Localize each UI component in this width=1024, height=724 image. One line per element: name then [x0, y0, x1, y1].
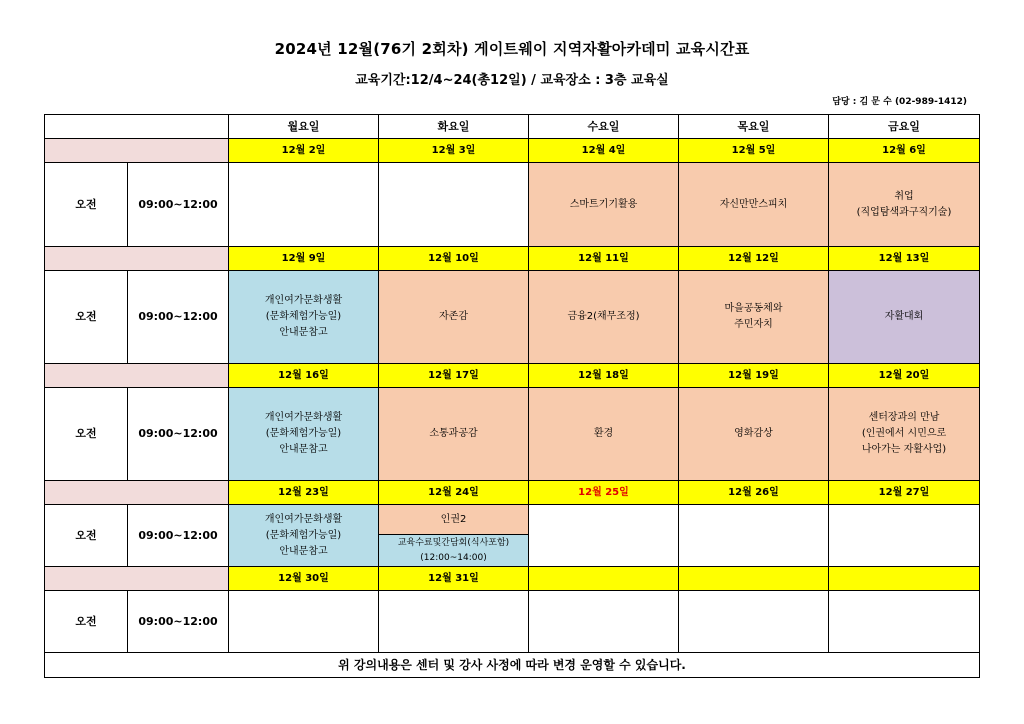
session-row	[45, 591, 980, 653]
date-cell: 12월 11일	[529, 247, 679, 271]
date-cell: 12월 20일	[829, 364, 980, 388]
session-row	[45, 163, 980, 247]
class-cell	[679, 591, 829, 653]
class-cell: 소통과공감	[379, 388, 529, 481]
session-row	[45, 271, 980, 364]
weekday-header-row	[45, 115, 980, 139]
page-subtitle: 교육기간:12/4~24(총12일) / 교육장소 : 3층 교육실	[355, 73, 669, 88]
date-cell: 12월 18일	[529, 364, 679, 388]
class-cell: 마을공동체와 주민자치	[679, 271, 829, 364]
class-cell: 자신만만스피치	[679, 163, 829, 247]
date-cell: 12월 24일	[379, 481, 529, 505]
session-row	[45, 388, 980, 481]
completion-event-time: (12:00~14:00)	[420, 552, 487, 563]
completion-event-label: 교육수료및간담회(식사포함)	[397, 537, 510, 548]
class-cell	[829, 505, 980, 567]
class-cell-bottom	[379, 535, 528, 566]
date-cell	[829, 567, 980, 591]
date-cell: 12월 10일	[379, 247, 529, 271]
date-row	[45, 364, 980, 388]
page-title: 2024년 12월(76기 2회차) 게이트웨이 지역자활아카데미 교육시간표	[274, 40, 750, 58]
session-time: 09:00~12:00	[128, 591, 229, 653]
date-row	[45, 481, 980, 505]
weekday-header: 금요일	[829, 115, 980, 139]
session-row	[45, 505, 980, 567]
class-cell: 개인여가문화생활 (문화체험가능일) 안내문참고	[229, 271, 379, 364]
class-cell	[829, 591, 980, 653]
class-cell: 금융2(채무조정)	[529, 271, 679, 364]
date-row-spacer	[45, 247, 229, 271]
class-cell: 센터장과의 만남 (인권에서 시민으로 나아가는 자활사업)	[829, 388, 980, 481]
date-row	[45, 567, 980, 591]
date-cell: 12월 12일	[679, 247, 829, 271]
session-label: 오전	[45, 388, 128, 481]
class-cell	[529, 505, 679, 567]
contact-info: 담당 : 김 문 수 (02-989-1412)	[832, 97, 967, 107]
class-cell	[229, 591, 379, 653]
footer-row	[45, 653, 980, 678]
date-cell: 12월 16일	[229, 364, 379, 388]
class-cell-top: 인권2	[379, 505, 528, 535]
session-time: 09:00~12:00	[128, 505, 229, 567]
date-cell: 12월 4일	[529, 139, 679, 163]
date-row	[45, 139, 980, 163]
class-cell: 개인여가문화생활 (문화체험가능일) 안내문참고	[229, 505, 379, 567]
date-row-spacer	[45, 481, 229, 505]
date-cell: 12월 17일	[379, 364, 529, 388]
date-cell: 12월 9일	[229, 247, 379, 271]
class-cell	[229, 163, 379, 247]
date-cell: 12월 5일	[679, 139, 829, 163]
session-label: 오전	[45, 591, 128, 653]
session-time: 09:00~12:00	[128, 388, 229, 481]
date-row-spacer	[45, 139, 229, 163]
header-corner	[45, 115, 229, 139]
class-cell	[529, 591, 679, 653]
date-cell: 12월 6일	[829, 139, 980, 163]
schedule-table	[44, 114, 980, 678]
date-row-spacer	[45, 567, 229, 591]
session-label: 오전	[45, 505, 128, 567]
date-cell: 12월 26일	[679, 481, 829, 505]
date-cell	[529, 567, 679, 591]
class-cell: 개인여가문화생활 (문화체험가능일) 안내문참고	[229, 388, 379, 481]
class-cell: 자활대회	[829, 271, 980, 364]
date-cell: 12월 13일	[829, 247, 980, 271]
date-cell: 12월 31일	[379, 567, 529, 591]
session-time: 09:00~12:00	[128, 163, 229, 247]
date-cell: 12월 3일	[379, 139, 529, 163]
footer-notice: 위 강의내용은 센터 및 강사 사정에 따라 변경 운영할 수 있습니다.	[45, 653, 980, 678]
holiday-date-cell: 12월 25일	[529, 481, 679, 505]
class-cell	[379, 163, 529, 247]
class-cell	[379, 591, 529, 653]
class-cell: 환경	[529, 388, 679, 481]
weekday-header: 수요일	[529, 115, 679, 139]
session-label: 오전	[45, 163, 128, 247]
date-cell: 12월 30일	[229, 567, 379, 591]
class-cell: 스마트기기활용	[529, 163, 679, 247]
date-cell: 12월 23일	[229, 481, 379, 505]
date-cell: 12월 19일	[679, 364, 829, 388]
date-row	[45, 247, 980, 271]
class-cell: 영화감상	[679, 388, 829, 481]
date-cell	[679, 567, 829, 591]
weekday-header: 화요일	[379, 115, 529, 139]
date-cell: 12월 27일	[829, 481, 980, 505]
session-time: 09:00~12:00	[128, 271, 229, 364]
session-label: 오전	[45, 271, 128, 364]
date-row-spacer	[45, 364, 229, 388]
class-cell: 취업 (직업탐색과구직기술)	[829, 163, 980, 247]
weekday-header: 목요일	[679, 115, 829, 139]
weekday-header: 월요일	[229, 115, 379, 139]
class-cell	[679, 505, 829, 567]
class-cell: 자존감	[379, 271, 529, 364]
date-cell: 12월 2일	[229, 139, 379, 163]
class-cell-split	[379, 505, 529, 567]
